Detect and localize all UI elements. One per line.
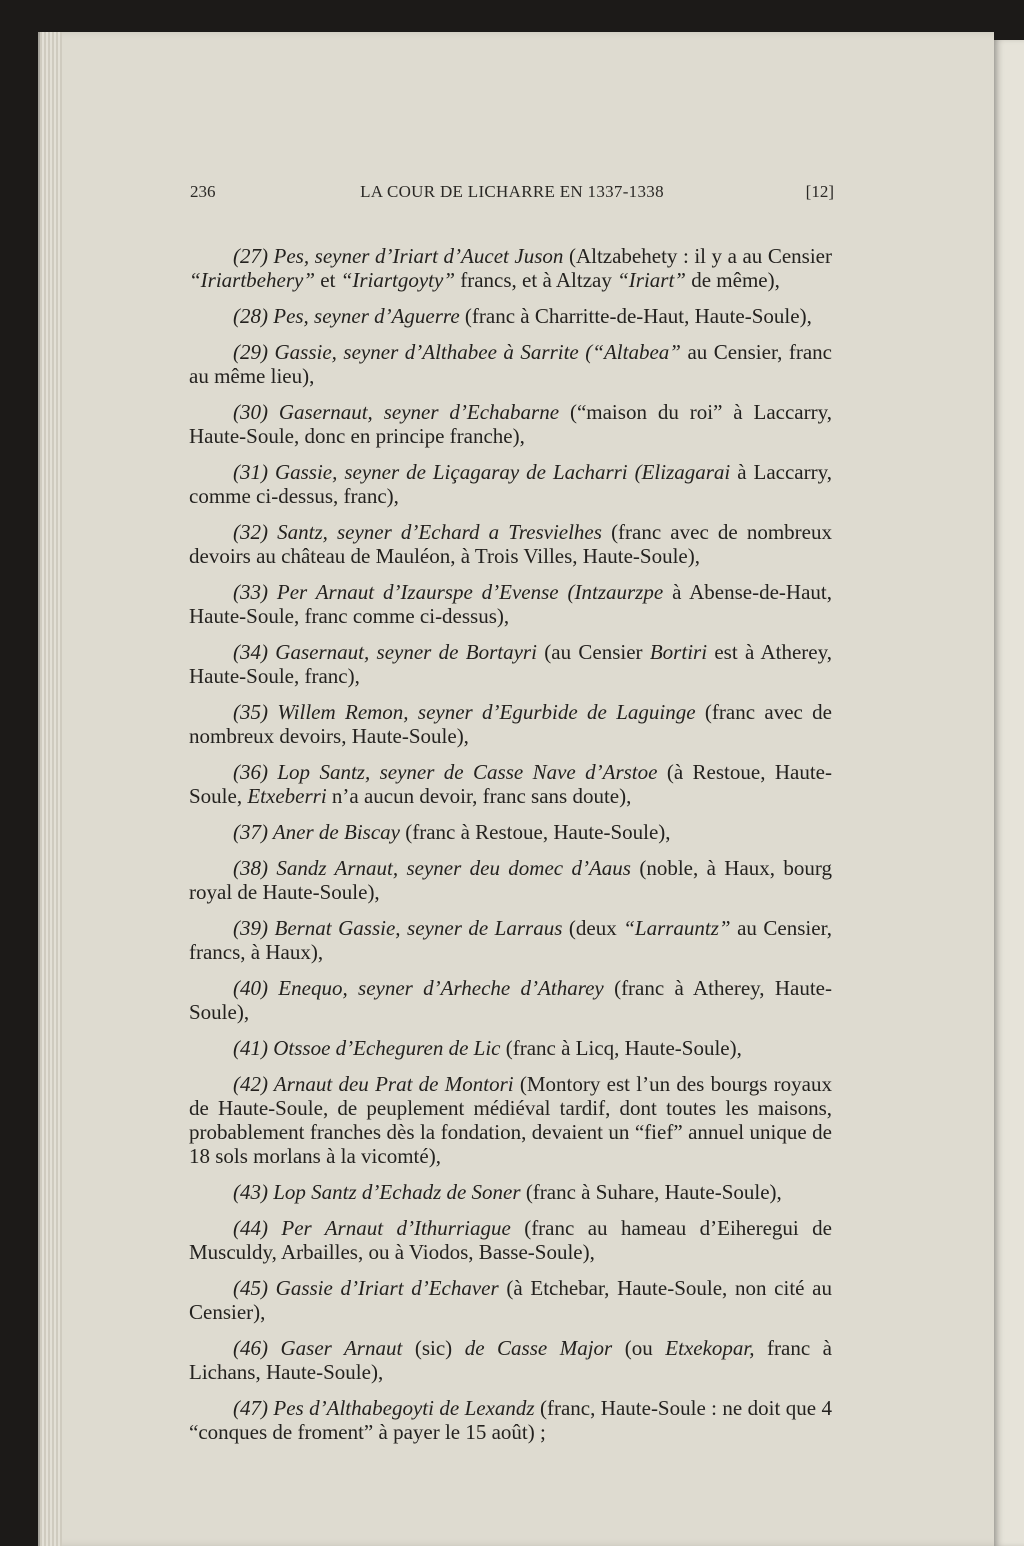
roman-text: à Laccarry, comme ci-dessus, franc),	[189, 460, 832, 508]
roman-text: francs, et à Altzay	[455, 268, 618, 292]
section-number: [12]	[805, 182, 834, 201]
page-edge-stack	[40, 32, 62, 1546]
entry-paragraph	[189, 916, 832, 964]
italic-text: (27) Pes, seyner d’Iriart d’Aucet Juson	[233, 244, 564, 268]
entry-paragraph	[189, 1072, 832, 1168]
italic-text: Etxeberri	[247, 784, 327, 808]
italic-text: (42) Arnaut deu Prat de Montori	[233, 1072, 514, 1096]
italic-text: “Larrauntz”	[623, 916, 731, 940]
italic-text: (46) Gaser Arnaut	[233, 1336, 403, 1360]
italic-text: (33) Per Arnaut d’Izaurspe d’Evense (Intzaurzpe	[233, 580, 664, 604]
roman-text: (sic)	[402, 1336, 465, 1360]
roman-text: (noble, à Haux, bourg royal de Haute-Soule),	[189, 856, 832, 904]
roman-text: est à Atherey, Haute-Soule, franc),	[189, 640, 832, 688]
italic-text: (32) Santz, seyner d’Echard a Tresvielhes	[233, 520, 602, 544]
running-title: LA COUR DE LICHARRE EN 1337-1338	[360, 182, 664, 201]
italic-text: (38) Sandz Arnaut, seyner deu domec d’Aaus	[233, 856, 631, 880]
facing-page-edge	[994, 40, 1024, 1546]
italic-text: de Casse Major	[464, 1336, 613, 1360]
italic-text: (41) Otssoe d’Echeguren de Lic	[233, 1036, 501, 1060]
italic-text: (44) Per Arnaut d’Ithurriague	[233, 1216, 511, 1240]
italic-text: (45) Gassie d’Iriart d’Echaver	[233, 1276, 499, 1300]
entry-paragraph	[189, 340, 832, 388]
page-number: 236	[190, 182, 216, 201]
roman-text: (Montory est l’un des bourgs royaux de Haute-Soule, de peuplement médiéval tardif, dont toutes les maisons, probablement franches dès la fondation, devaient un “fief” annuel unique de 18 sols morlans à la vicomté),	[189, 1072, 832, 1168]
roman-text: franc à Lichans, Haute-Soule),	[189, 1336, 833, 1384]
roman-text: au Censier, franc au même lieu),	[189, 340, 832, 388]
entry-paragraph	[189, 1336, 832, 1384]
roman-text: (ou	[612, 1336, 666, 1360]
entry-paragraph	[189, 1216, 832, 1264]
roman-text: (à Restoue, Haute-Soule,	[189, 760, 832, 808]
roman-text: au Censier, francs, à Haux),	[189, 916, 832, 964]
italic-text: Etxekopar,	[665, 1336, 755, 1360]
entry-paragraph	[189, 820, 832, 844]
body-text	[189, 244, 832, 1456]
entry-paragraph	[189, 400, 832, 448]
roman-text: (franc à Charritte-de-Haut, Haute-Soule),	[459, 304, 812, 328]
roman-text: à Abense-de-Haut, Haute-Soule, franc comme ci-dessus),	[189, 580, 832, 628]
roman-text: (franc à Restoue, Haute-Soule),	[399, 820, 671, 844]
italic-text: (47) Pes d’Althabegoyti de Lexandz	[233, 1396, 535, 1420]
roman-text: de même),	[685, 268, 780, 292]
roman-text: (“maison du roi” à Laccarry, Haute-Soule, donc en principe franche),	[189, 400, 833, 448]
entry-paragraph	[189, 520, 832, 568]
entry-paragraph	[189, 1180, 832, 1204]
entry-paragraph	[189, 976, 832, 1024]
entry-paragraph	[189, 700, 832, 748]
roman-text: (deux	[562, 916, 624, 940]
entry-paragraph	[189, 856, 832, 904]
entry-paragraph	[189, 640, 832, 688]
roman-text: n’a aucun devoir, franc sans doute),	[326, 784, 632, 808]
running-header	[190, 182, 834, 206]
roman-text: (franc avec de nombreux devoirs, Haute-Soule),	[189, 700, 832, 748]
italic-text: (43) Lop Santz d’Echadz de Soner	[233, 1180, 521, 1204]
italic-text: (29) Gassie, seyner d’Althabee à Sarrite (“Altabea”	[233, 340, 681, 364]
entry-paragraph	[189, 1276, 832, 1324]
italic-text: “Iriart”	[617, 268, 686, 292]
italic-text: “Iriartgoyty”	[340, 268, 455, 292]
italic-text: (36) Lop Santz, seyner de Casse Nave d’Arstoe	[233, 760, 658, 784]
roman-text: (franc à Suhare, Haute-Soule),	[520, 1180, 782, 1204]
roman-text: (franc à Atherey, Haute-Soule),	[189, 976, 832, 1024]
roman-text: (Altzabehety : il y a au Censier	[563, 244, 832, 268]
italic-text: (35) Willem Remon, seyner d’Egurbide de Laguinge	[233, 700, 696, 724]
italic-text: “Iriartbehery”	[189, 268, 315, 292]
italic-text: (30) Gasernaut, seyner d’Echabarne	[233, 400, 560, 424]
roman-text: (à Etchebar, Haute-Soule, non cité au Censier),	[189, 1276, 832, 1324]
roman-text: (au Censier	[536, 640, 650, 664]
italic-text: (40) Enequo, seyner d’Arheche d’Atharey	[233, 976, 604, 1000]
entry-paragraph	[189, 760, 832, 808]
italic-text: (34) Gasernaut, seyner de Bortayri	[233, 640, 537, 664]
entry-paragraph	[189, 304, 832, 328]
italic-text: Bortiri	[649, 640, 708, 664]
roman-text: et	[315, 268, 341, 292]
entry-paragraph	[189, 580, 832, 628]
italic-text: (28) Pes, seyner d’Aguerre	[233, 304, 460, 328]
entry-paragraph	[189, 1396, 832, 1444]
italic-text: (31) Gassie, seyner de Liçagaray de Lacharri (Elizagarai	[233, 460, 731, 484]
italic-text: (37) Aner de Biscay	[233, 820, 400, 844]
roman-text: (franc au hameau d’Eiheregui de Musculdy, Arbailles, ou à Viodos, Basse-Soule),	[189, 1216, 832, 1264]
roman-text: (franc, Haute-Soule : ne doit que 4 “conques de froment” à payer le 15 août) ;	[189, 1396, 832, 1444]
italic-text: (39) Bernat Gassie, seyner de Larraus	[233, 916, 563, 940]
entry-paragraph	[189, 244, 832, 292]
entry-paragraph	[189, 1036, 832, 1060]
roman-text: (franc avec de nombreux devoirs au château de Mauléon, à Trois Villes, Haute-Soule),	[189, 520, 832, 568]
entry-paragraph	[189, 460, 832, 508]
roman-text: (franc à Licq, Haute-Soule),	[500, 1036, 742, 1060]
